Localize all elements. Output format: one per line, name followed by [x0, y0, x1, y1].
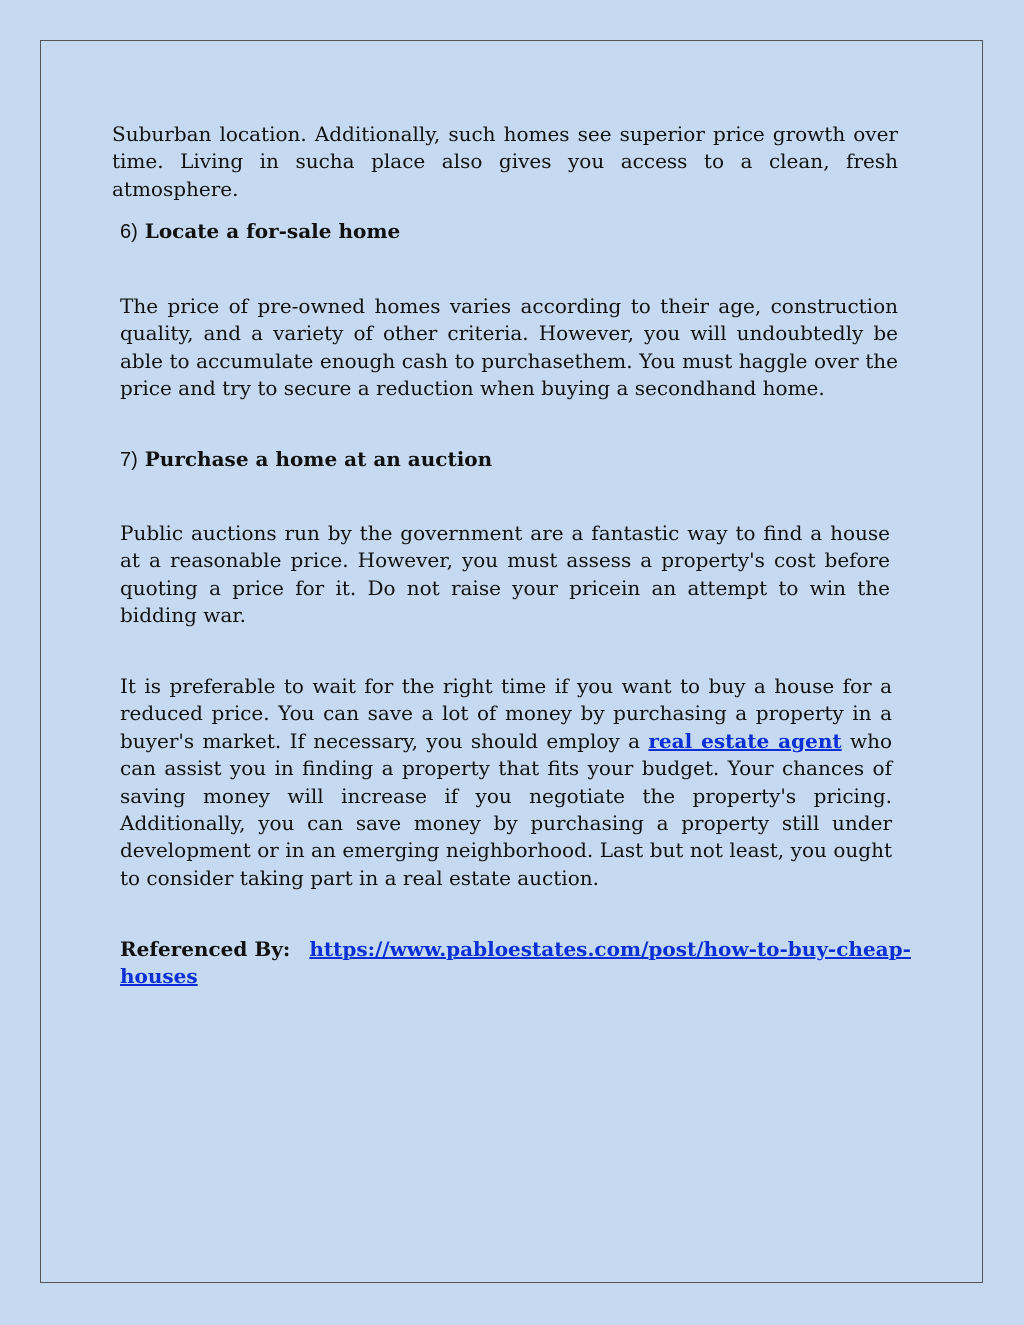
conclusion-paragraph [120, 673, 892, 892]
section-7-heading [120, 446, 720, 474]
section-6-title: Locate a for-sale home [144, 219, 401, 243]
real-estate-agent-link[interactable]: real estate agent [648, 728, 842, 753]
section-7-number: 7) [120, 449, 138, 471]
intro-paragraph: Suburban location. Additionally, such homes see superior price growth over time. Living in sucha place also gives you access to a clean, fresh atmosphere. [112, 122, 898, 201]
section-6-number: 6) [120, 221, 138, 243]
section-6-heading [120, 218, 720, 246]
section-7-title: Purchase a home at an auction [144, 447, 493, 471]
conclusion-text-before: It is preferable to wait for the right time if you want to buy a house for a reduced price. You can save a lot of money by purchasing a property in a buyer's market. If necessary, you should employ a [120, 674, 892, 753]
reference-label: Referenced By: [120, 937, 291, 961]
conclusion-text-after: who can assist you in finding a property that fits your budget. Your chances of saving money will increase if you negotiate the property's pricing. Additionally, you can save money by purchasing a property still under development or in an emerging neighborhood. Last but not least, you ought to consider taking part in a real estate auction. [120, 728, 893, 890]
reference-line [120, 936, 916, 991]
section-7-body: Public auctions run by the government are a fantastic way to find a house at a reasonable price. However, you must assess a property's cost before quoting a price for it. Do not raise your pricein an attempt to win the bidding war. [120, 521, 890, 628]
section-6-body: The price of pre-owned homes varies according to their age, construction quality, and a variety of other criteria. However, you will undoubtedly be able to accumulate enough cash to purchasethem. You must haggle over the price and try to secure a reduction when buying a secondhand home. [120, 294, 898, 401]
reference-url-link[interactable]: https://www.pabloestates.com/post/how-to-buy-cheap-houses [120, 937, 911, 989]
